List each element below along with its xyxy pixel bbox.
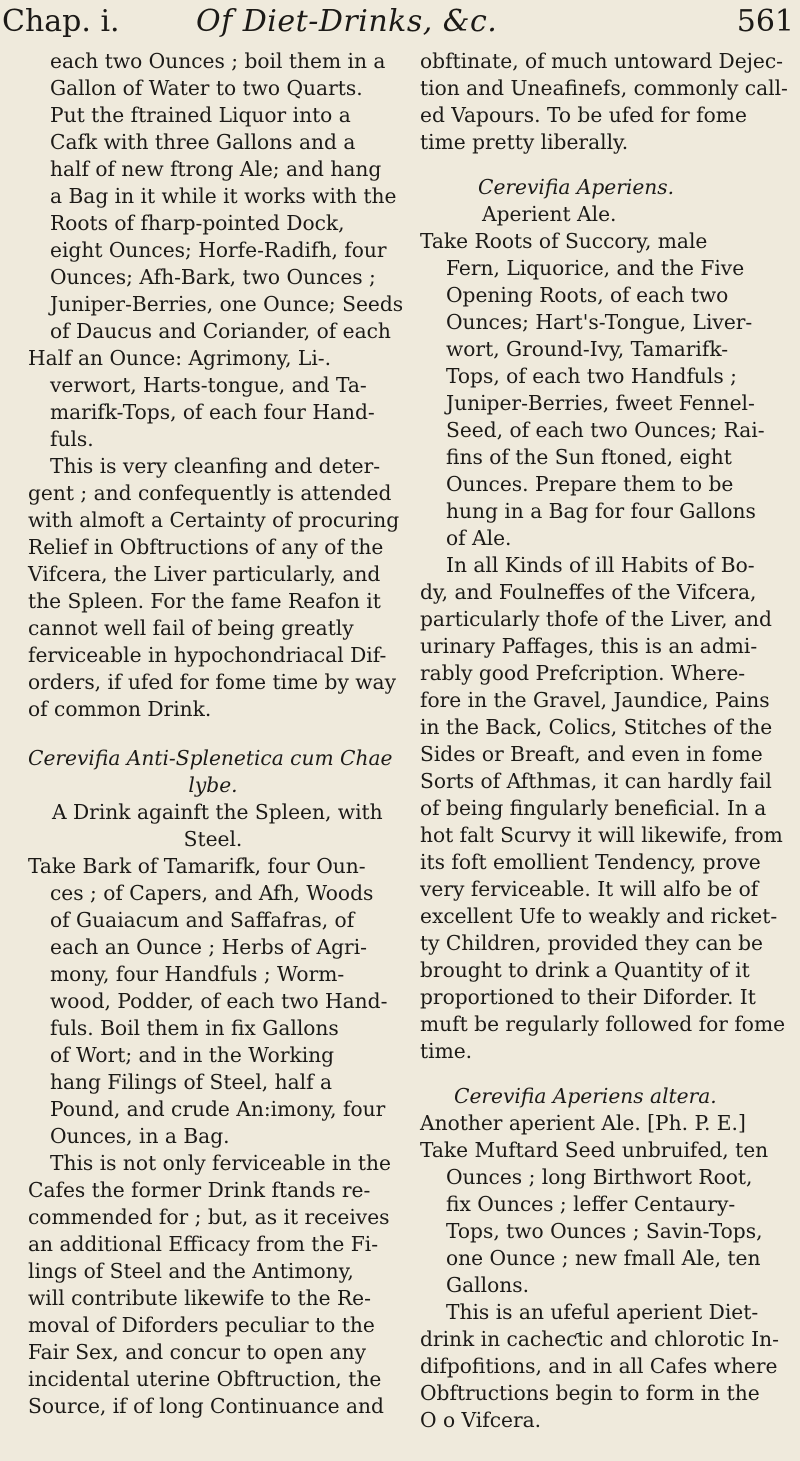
text-line: eight Ounces; Horfe-Radifh, four [50, 238, 387, 262]
text-line: mony, four Handfuls ; Worm- [50, 962, 345, 986]
text-line: fix Ounces ; leffer Centaury- [446, 1192, 736, 1216]
text-line: Tops, two Ounces ; Savin-Tops, [446, 1219, 763, 1243]
text-line: fuls. [50, 427, 94, 451]
text-line: lings of Steel and the Antimony, [28, 1259, 354, 1283]
text-line: hang Filings of Steel, half a [50, 1070, 333, 1094]
text-line: cannot well fail of being greatly [28, 616, 354, 640]
text-line: Ounces; Hart's-Tongue, Liver- [446, 310, 753, 334]
text-line: ty Children, provided they can be [420, 931, 763, 955]
text-line: Sides or Breaft, and even in fome [420, 742, 763, 766]
text-line: wood, Podder, of each two Hand- [50, 989, 388, 1013]
text-line: of Wort; and in the Working [50, 1043, 335, 1067]
text-line: its foft emollient Tendency, prove [420, 850, 761, 874]
recipe-subtitle: Steel. [183, 827, 243, 851]
text-line: fins of the Sun ftoned, eight [446, 445, 732, 469]
text-line: the Spleen. For the fame Reafon it [28, 589, 381, 613]
text-line: ferviceable in hypochondriacal Dif- [28, 643, 387, 667]
text-line: of Daucus and Coriander, of each [50, 319, 391, 343]
page-number: 561 [736, 4, 794, 39]
text-line: of being fingularly beneficial. In a [420, 796, 767, 820]
text-line: particularly thofe of the Liver, and [420, 607, 772, 631]
text-line: difpofitions, and in all Cafes where [420, 1354, 778, 1378]
text-line: Source, if of long Continuance and [28, 1394, 384, 1418]
text-line: brought to drink a Quantity of it [420, 958, 750, 982]
text-line: dy, and Foulneffes of the Vifcera, [420, 580, 757, 604]
text-line: of common Drink. [28, 697, 212, 721]
text-line: Ounces; Afh-Bark, two Ounces ; [50, 265, 376, 289]
text-line: Cafk with three Gallons and a [50, 130, 356, 154]
text-line: with almoft a Certainty of procuring [28, 508, 400, 532]
text-line: muft be regularly followed for fome [420, 1012, 786, 1036]
text-line: will contribute likewife to the Re- [28, 1286, 371, 1310]
right-column [420, 48, 792, 1461]
text-line: Cafes the former Drink ftands re- [28, 1178, 371, 1202]
text-line: wort, Ground-Ivy, Tamarifk- [446, 337, 729, 361]
text-line: very ferviceable. It will alfo be of [420, 877, 759, 901]
text-line: Tops, of each two Handfuls ; [446, 364, 737, 388]
running-title: Of Diet-Drinks, &c. [196, 4, 498, 39]
text-line: Juniper-Berries, one Ounce; Seeds [50, 292, 404, 316]
text-line: hung in a Bag for four Gallons [446, 499, 756, 523]
catchword-line [420, 1434, 792, 1461]
recipe-heading: lybe. [188, 773, 238, 797]
text-line: Juniper-Berries, fweet Fennel- [446, 391, 755, 415]
chapter-label: Chap. i. [2, 4, 120, 39]
text-line: Obftructions begin to form in the [420, 1381, 760, 1405]
text-line: O o Vifcera. [420, 1408, 542, 1432]
recipe-heading: Cerevifia Aperiens altera. [454, 1084, 717, 1108]
text-line: Seed, of each two Ounces; Rai- [446, 418, 765, 442]
text-line: one Ounce ; new fmall Ale, ten [446, 1246, 761, 1270]
text-line: verwort, Harts-tongue, and Ta- [50, 373, 367, 397]
text-line: half of new ftrong Ale; and hang [50, 157, 382, 181]
recipe-subtitle: Another aperient Ale. [Ph. P. E.] [420, 1111, 746, 1135]
text-line: gent ; and confequently is attended [28, 481, 392, 505]
text-line: drink in cacheƈtic and chlorotic In- [420, 1327, 779, 1351]
text-line: an additional Efficacy from the Fi- [28, 1232, 379, 1256]
text-line: Ounces ; long Birthwort Root, [446, 1165, 753, 1189]
text-line: each an Ounce ; Herbs of Agri- [50, 935, 367, 959]
text-line: Fern, Liquorice, and the Five [446, 256, 745, 280]
text-line: Roots of fharp-pointed Dock, [50, 211, 345, 235]
section-gap [420, 156, 792, 174]
text-line: rably good Prefcription. Where- [420, 661, 746, 685]
text-line: Take Muftard Seed unbruifed, ten [420, 1138, 769, 1162]
text-line: Sorts of Afthmas, it can hardly fail [420, 769, 772, 793]
text-line: marifk-Tops, of each four Hand- [50, 400, 375, 424]
text-line: time pretty liberally. [420, 130, 629, 154]
text-line: incidental uterine Obftruction, the [28, 1367, 382, 1391]
text-line: This is an ufeful aperient Diet- [446, 1300, 759, 1324]
text-line: ces ; of Capers, and Afh, Woods [50, 881, 374, 905]
text-line: fore in the Gravel, Jaundice, Pains [420, 688, 770, 712]
text-line: hot falt Scurvy it will likewife, from [420, 823, 783, 847]
text-line: ed Vapours. To be ufed for fome [420, 103, 747, 127]
text-line: time. [420, 1039, 473, 1063]
text-line: a Bag in it while it works with the [50, 184, 397, 208]
section-gap [28, 723, 398, 745]
recipe-heading: Cerevifia Aperiens. [478, 175, 675, 199]
text-line: Vifcera, the Liver particularly, and [28, 562, 381, 586]
text-line: fuls. Boil them in fix Gallons [50, 1016, 339, 1040]
text-line: Ounces, in a Bag. [50, 1124, 230, 1148]
text-line: Gallons. [446, 1273, 530, 1297]
text-line: commended for ; but, as it receives [28, 1205, 390, 1229]
recipe-subtitle: A Drink againft the Spleen, with [52, 800, 383, 824]
text-line: orders, if ufed for fome time by way [28, 670, 396, 694]
text-line: excellent Ufe to weakly and ricket- [420, 904, 778, 928]
text-line: Gallon of Water to two Quarts. [50, 76, 363, 100]
text-line: of Guaiacum and Saffafras, of [50, 908, 355, 932]
text-line: This is not only ferviceable in the [50, 1151, 391, 1175]
text-line: in the Back, Colics, Stitches of the [420, 715, 773, 739]
text-line: Take Bark of Tamarifk, four Oun- [28, 854, 366, 878]
running-header [0, 2, 800, 44]
text-line: urinary Paffages, this is an admi- [420, 634, 758, 658]
left-column [28, 48, 404, 1420]
text-line: Fair Sex, and concur to open any [28, 1340, 366, 1364]
text-line: In all Kinds of ill Habits of Bo- [446, 553, 755, 577]
text-line: Relief in Obftructions of any of the [28, 535, 384, 559]
text-line: This is very cleanfing and deter- [50, 454, 381, 478]
text-line: Pound, and crude An:imony, four [50, 1097, 386, 1121]
text-line: Take Roots of Succory, male [420, 229, 708, 253]
text-line: each two Ounces ; boil them in a [50, 49, 386, 73]
text-line: Ounces. Prepare them to be [446, 472, 734, 496]
recipe-subtitle: Aperient Ale. [482, 202, 617, 226]
text-line: Half an Ounce: Agrimony, Li-. [28, 346, 332, 370]
text-line: Put the ftrained Liquor into a [50, 103, 351, 127]
recipe-heading: Cerevifia Anti-Splenetica cum Chae [28, 746, 393, 770]
text-line: obftinate, of much untoward Dejec- [420, 49, 784, 73]
text-line: of Ale. [446, 526, 512, 550]
text-line: tion and Uneafinefs, commonly call- [420, 76, 788, 100]
text-line: Opening Roots, of each two [446, 283, 729, 307]
section-gap [420, 1065, 792, 1083]
text-line: moval of Diforders peculiar to the [28, 1313, 375, 1337]
text-line: proportioned to their Diforder. It [420, 985, 756, 1009]
